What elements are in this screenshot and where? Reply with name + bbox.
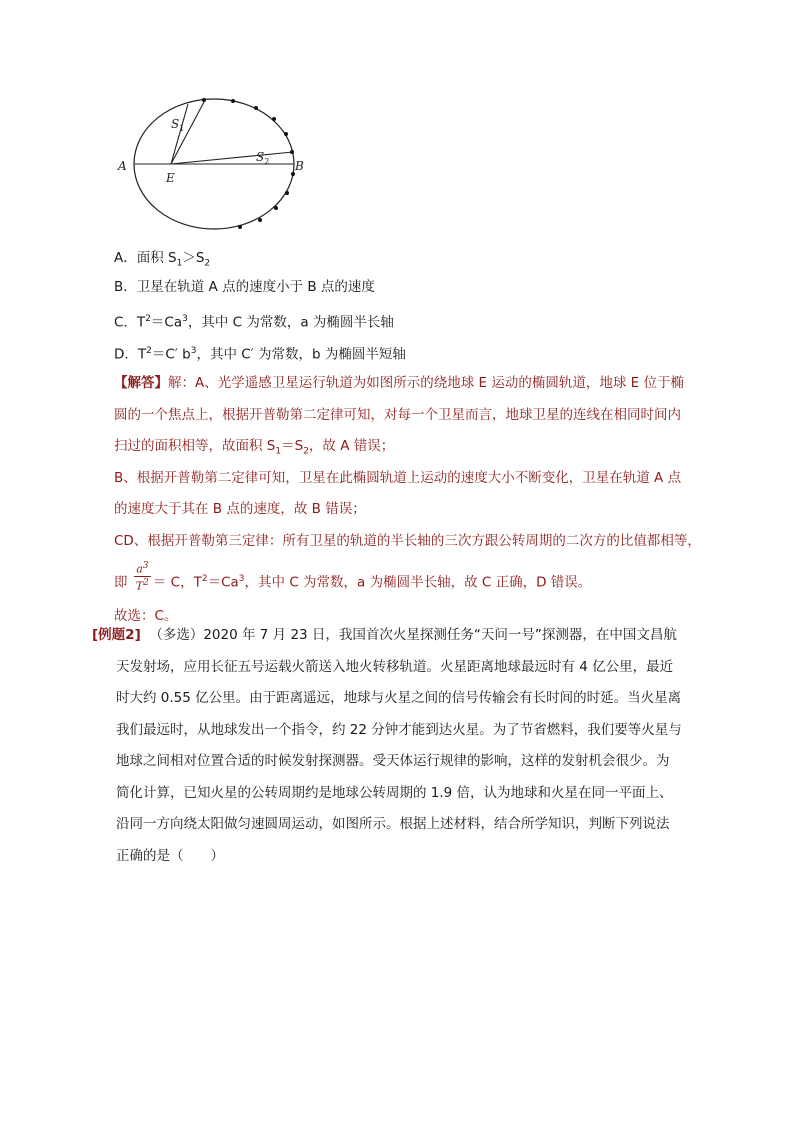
answer-tag: 【解答】 xyxy=(114,375,168,391)
example-row-6: 简化计算，已知火星的公转周期约是地球公转周期的 1.9 倍，认为地球和火星在同一平面上、 xyxy=(116,784,673,801)
answer-line-4: B、根据开普勒第二定律可知，卫星在此椭圆轨道上运动的速度大小不断变化，卫星在轨道 A 点 xyxy=(114,469,682,486)
satellite-dot xyxy=(274,206,278,210)
satellite-dot xyxy=(202,98,206,102)
example-tag: [例题2] xyxy=(92,627,141,643)
answer-line-8: 故选：C。 xyxy=(114,608,178,624)
example-row-7: 沿同一方向绕太阳做匀速圆周运动，如图所示。根据上述材料，结合所学知识，判断下列说法 xyxy=(116,816,670,832)
orbit-diagram xyxy=(108,94,308,244)
ratio-fraction: $\frac{a^3}{T^2}$ xyxy=(135,561,149,593)
answer-line-7: 即 $\frac{a^3}{T^2}$ ＝ C，$T^2=Ca^3$，其中 C 为常数，a 为椭圆半长轴，故 C 正确，D 错误。 xyxy=(114,561,592,593)
example-row-3: 时大约 0.55 亿公里。由于距离遥远，地球与火星之间的信号传输会有长时间的时延。当火星离 xyxy=(116,690,682,706)
satellite-dot xyxy=(290,150,294,154)
example-row-1: [例题2] （多选）2020 年 7 月 23 日，我国首次火星探测任务“天问一号”探测器，在中国文昌航 xyxy=(92,627,677,643)
option-b: B．卫星在轨道 A 点的速度小于 B 点的速度 xyxy=(114,279,375,295)
satellite-dot xyxy=(238,225,242,229)
answer-line-5: 的速度大于其在 B 点的速度，故 B 错误； xyxy=(114,501,366,517)
satellite-dot xyxy=(285,191,289,195)
label-a: A xyxy=(118,159,127,173)
sector-s1-edge-1 xyxy=(171,102,204,164)
satellite-dot xyxy=(231,99,235,103)
example-row-8: 正确的是（ ） xyxy=(116,847,224,864)
example-2 xyxy=(92,620,712,872)
elliptical-orbit-figure xyxy=(108,94,308,244)
answer-line-2: 圆的一个焦点上，根据开普勒第二定律可知，对每一个卫星而言，地球卫星的连线在相同时间内 xyxy=(114,406,681,423)
answer-line-1: 【解答】解：A、光学遥感卫星运行轨道为如图所示的绕地球 E 运动的椭圆轨道，地球 E 位于椭 xyxy=(114,375,684,391)
label-s1: $S_1$ xyxy=(171,117,185,133)
example-row-2: 天发射场，应用长征五号运载火箭送入地火转移轨道。火星距离地球最远时有 4 亿公里，最近 xyxy=(116,658,674,675)
option-c: C．$T^2=Ca^3$，其中 C 为常数，a 为椭圆半长轴 xyxy=(114,314,394,331)
sector-s2-edge-1 xyxy=(171,152,293,164)
label-e: E xyxy=(166,171,175,185)
example-row-5: 地球之间相对位置合适的时候发射探测器。受天体运行规律的影响，这样的发射机会很少。为 xyxy=(116,753,670,769)
label-b: B xyxy=(295,159,304,173)
option-a: A．面积 $S_1>S_2$ xyxy=(114,250,211,269)
example-row-4: 我们最远时，从地球发出一个指令，约 22 分钟才能到达火星。为了节省燃料，我们要等火星与 xyxy=(116,721,682,738)
answer-line-6: CD、根据开普勒第三定律：所有卫星的轨道的半长轴的三次方跟公转周期的二次方的比值都相等， xyxy=(114,532,701,549)
label-s2: $S_2$ xyxy=(256,150,270,166)
sector-s1-edge-2 xyxy=(171,104,188,164)
answer-section xyxy=(114,368,706,633)
satellite-dot xyxy=(284,132,288,136)
satellite-dot xyxy=(272,117,276,121)
satellite-dot xyxy=(258,218,262,222)
answer-line-3: 扫过的面积相等，故面积 $S_1=S_2$，故 A 错误； xyxy=(114,438,395,457)
satellite-dot xyxy=(254,106,258,110)
option-d: D．$T^2=C'$ $b^3$，其中 C′ 为常数，b 为椭圆半短轴 xyxy=(114,346,406,363)
